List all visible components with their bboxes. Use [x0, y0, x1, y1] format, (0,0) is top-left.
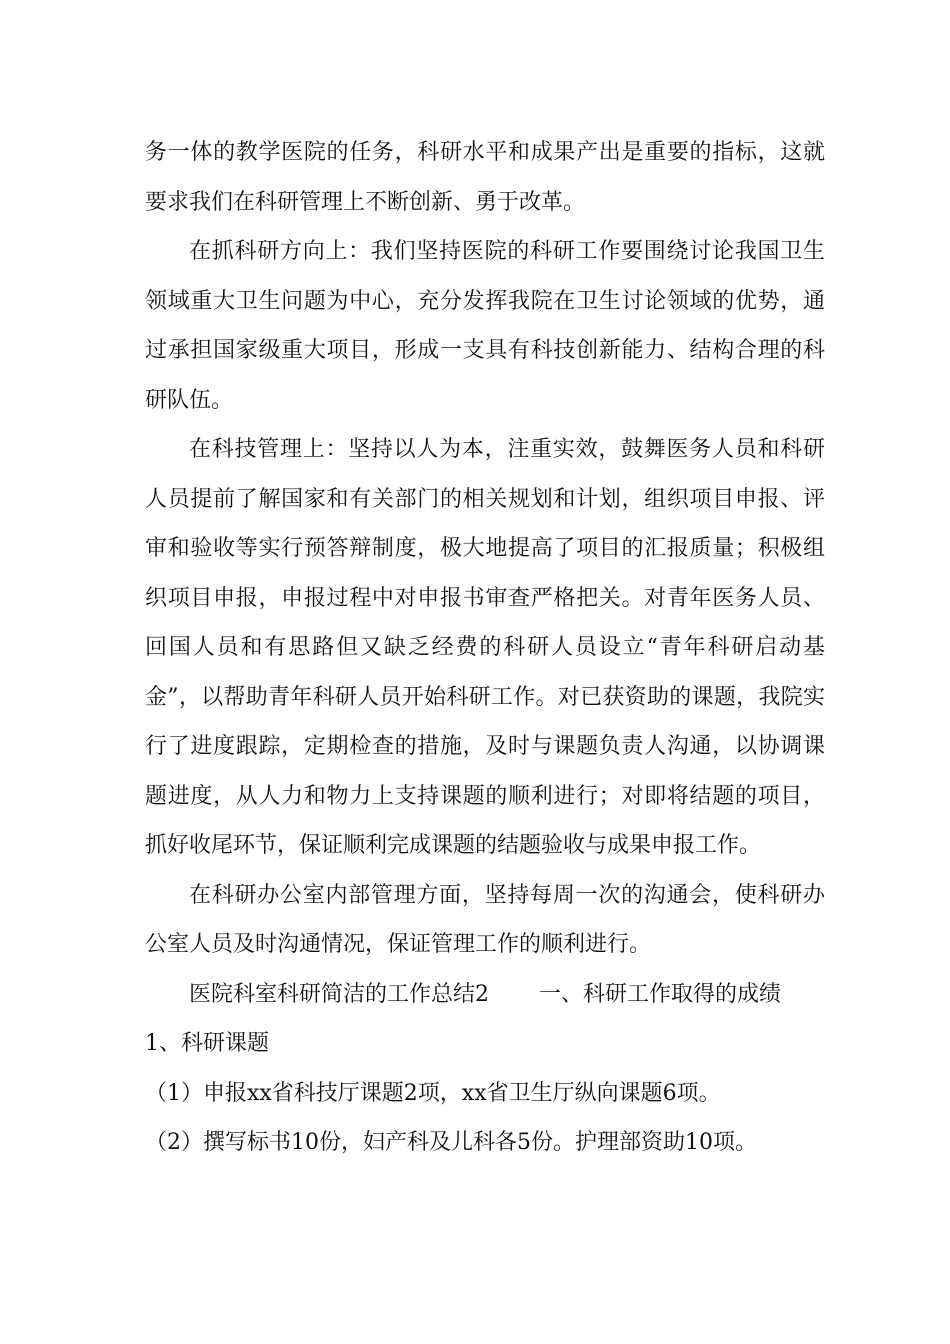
- paragraph-office-management: 在科研办公室内部管理方面，坚持每周一次的沟通会，使科研办公室人员及时沟通情况，保证管理工作的顺利进行。: [145, 882, 825, 957]
- section-heading: 一、科研工作取得的成绩: [539, 981, 782, 1007]
- subheading-research-topics: 1、科研课题: [145, 1031, 269, 1056]
- section-title-line: [145, 970, 825, 1020]
- paragraph-research-direction: 在抓科研方向上：我们坚持医院的科研工作要围绕讨论我国卫生领域重大卫生问题为中心，充分发挥我院在卫生讨论领域的优势，通过承担国家级重大项目，形成一支具有科技创新能力、结构合理的科研队伍。: [145, 239, 825, 413]
- paragraph-tech-management: 在科技管理上：坚持以人为本，注重实效，鼓舞医务人员和科研人员提前了解国家和有关部门的相关规划和计划，组织项目申报、评审和验收等实行预答辩制度，极大地提高了项目的汇报质量；积极组织项目申报，申报过程中对申报书审查严格把关。对青年医务人员、回国人员和有思路但又缺乏经费的科研人员设立“青年科研启动基金”，以帮助青年科研人员开始科研工作。对已获资助的课题，我院实行了进度跟踪，定期检查的措施，及时与课题负责人沟通，以协调课题进度，从人力和物力上支持课题的顺利进行；对即将结题的项目，抓好收尾环节，保证顺利完成课题的结题验收与成果申报工作。: [145, 437, 825, 858]
- list-item: （1）申报xx省科技厅课题2项，xx省卫生厅纵向课题6项。: [145, 1080, 721, 1106]
- paragraph-continuation: 务一体的教学医院的任务，科研水平和成果产出是重要的指标，这就要求我们在科研管理上不断创新、勇于改革。: [145, 140, 825, 215]
- document-body: [145, 128, 825, 1168]
- section-title: 医院科室科研简洁的工作总结2: [189, 981, 489, 1007]
- list-item: （2）撰写标书10份，妇产科及儿科各5份。护理部资助10项。: [145, 1130, 757, 1155]
